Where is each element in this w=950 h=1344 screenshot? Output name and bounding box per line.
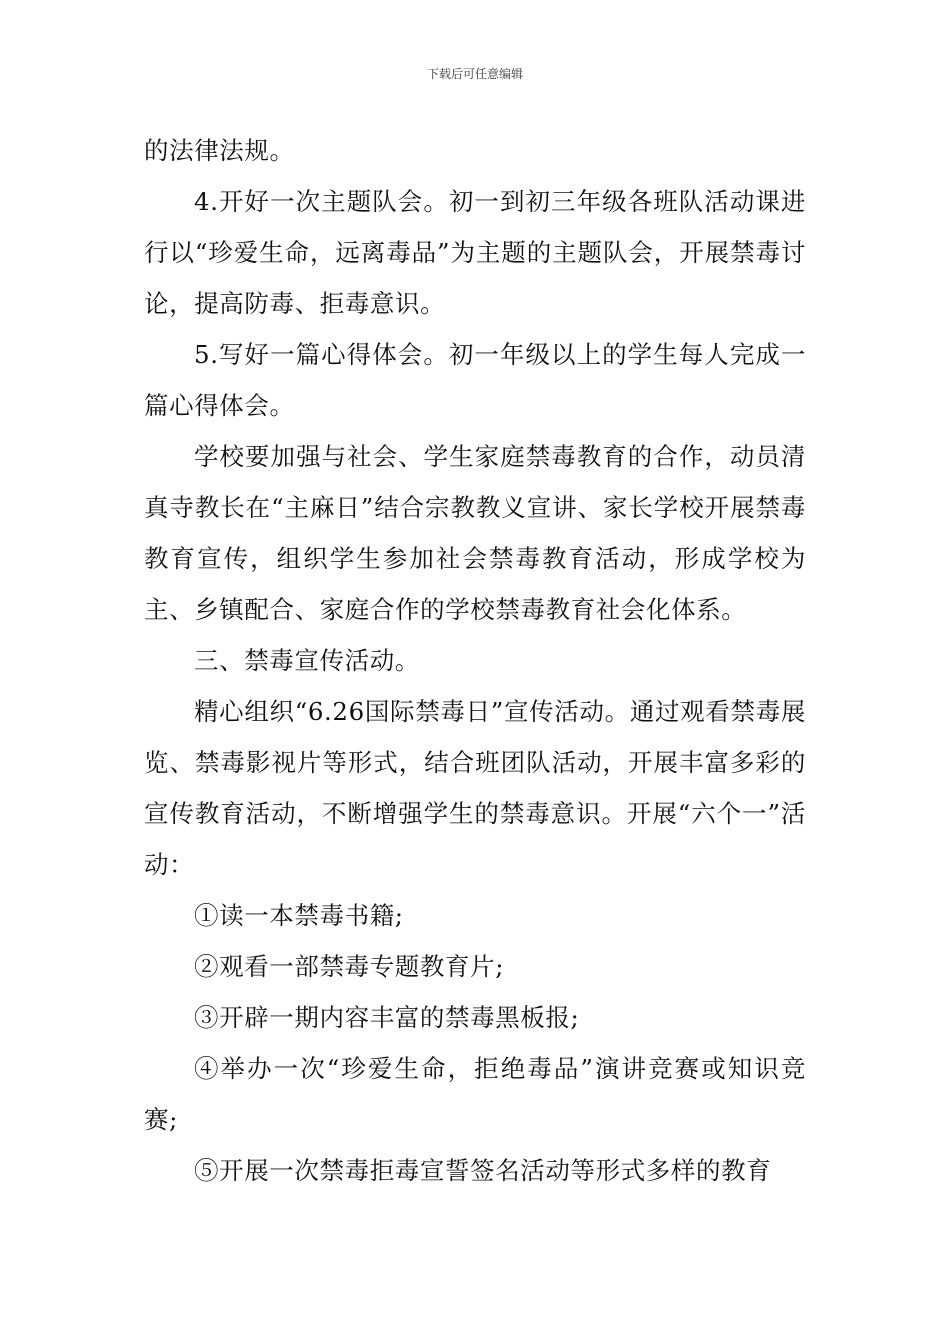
list-item-4: ④举办一次“珍爱生命，拒绝毒品”演讲竞赛或知识竞赛; bbox=[144, 1054, 806, 1134]
document-body bbox=[144, 125, 806, 1196]
paragraph-2: 4.开好一次主题队会。初一到初三年级各班队活动课进行以“珍爱生命，远离毒品”为主题的主题队会，开展禁毒讨论，提高防毒、拒毒意识。 bbox=[144, 187, 806, 318]
list-item-2: ②观看一部禁毒专题教育片; bbox=[194, 952, 505, 981]
paragraph-3: 5.写好一篇心得体会。初一年级以上的学生每人完成一篇心得体会。 bbox=[144, 340, 806, 420]
paragraph-4: 学校要加强与社会、学生家庭禁毒教育的合作，动员清真寺教长在“主麻日”结合宗教教义宣讲、家长学校开展禁毒教育宣传，组织学生参加社会禁毒教育活动，形成学校为主、乡镇配合、家庭合作的学校禁毒教育社会化体系。 bbox=[144, 442, 806, 624]
list-item-1: ①读一本禁毒书籍; bbox=[194, 901, 404, 930]
paragraph-5: 精心组织“6.26国际禁毒日”宣传活动。通过观看禁毒展览、禁毒影视片等形式，结合班团队活动，开展丰富多彩的宣传教育活动，不断增强学生的禁毒意识。开展“六个一”活动： bbox=[144, 697, 806, 879]
paragraph-1: 的法律法规。 bbox=[144, 136, 295, 165]
list-item-3: ③开辟一期内容丰富的禁毒黑板报; bbox=[194, 1003, 580, 1032]
page-header-note: 下载后可任意编辑 bbox=[426, 67, 523, 81]
list-item-5: ⑤开展一次禁毒拒毒宣誓签名活动等形式多样的教育 bbox=[194, 1156, 772, 1185]
section-heading-3: 三、禁毒宣传活动。 bbox=[194, 646, 420, 675]
